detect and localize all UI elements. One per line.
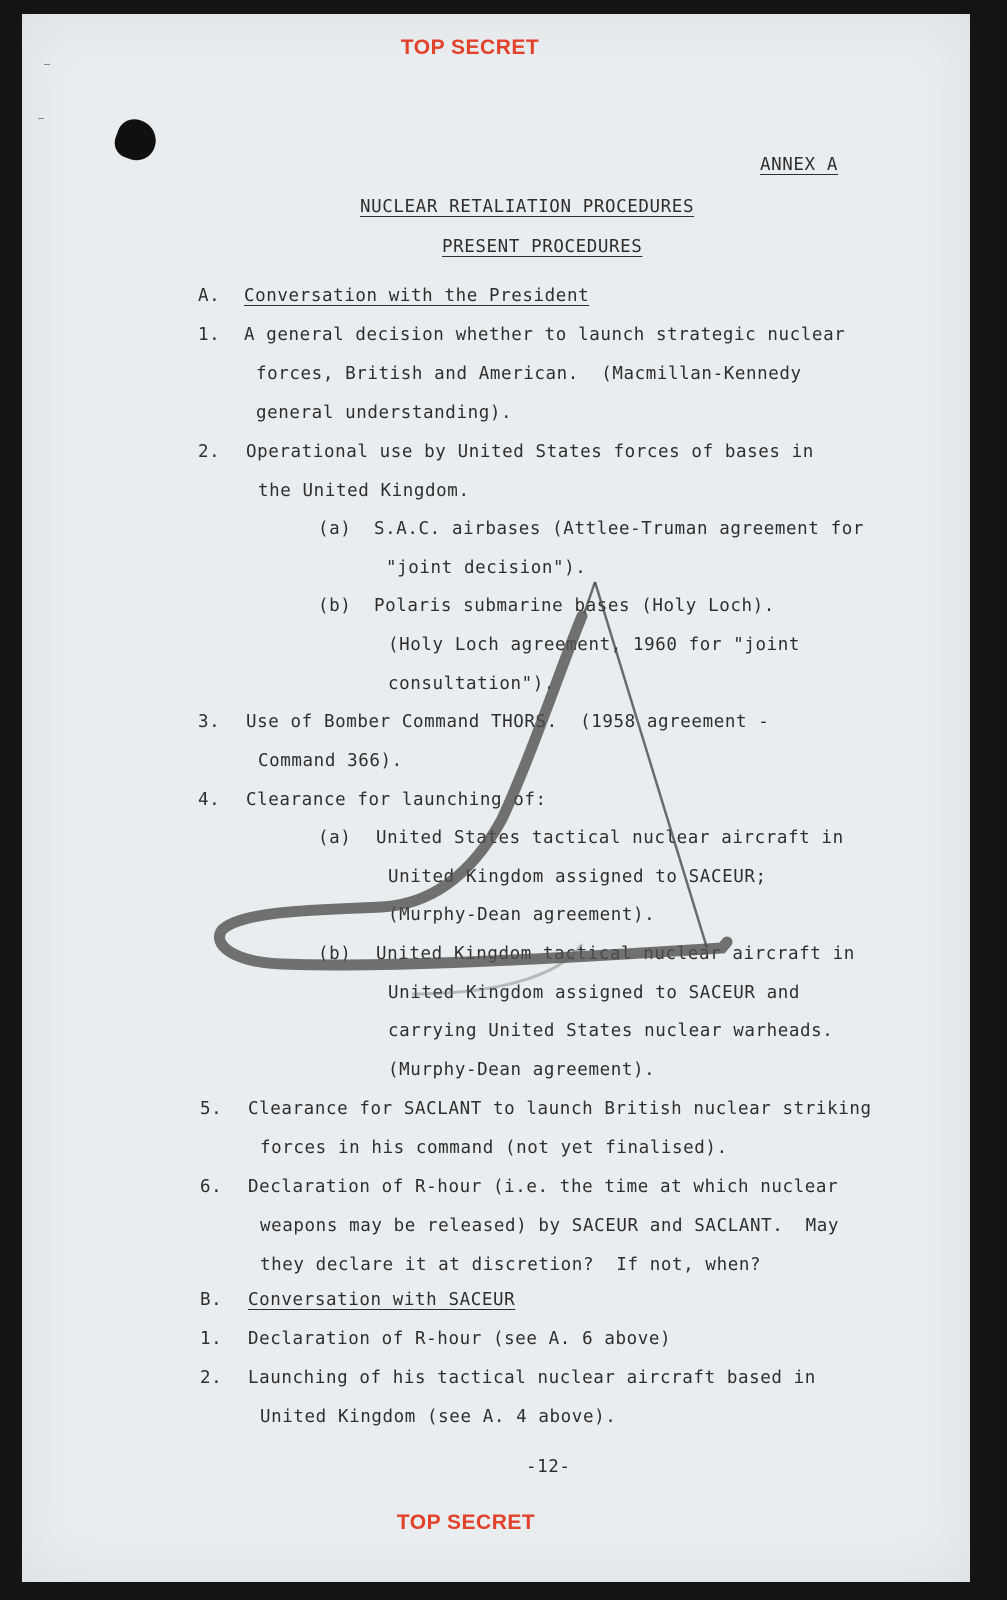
margin-mark <box>38 118 44 119</box>
item-number: 2. <box>198 442 221 462</box>
auction-logo-watermark <box>202 574 762 1044</box>
sub-item-text-line: S.A.C. airbases (Attlee-Truman agreement for <box>374 519 864 539</box>
page-number: -12- <box>526 1457 571 1477</box>
section-a-letter: A. <box>198 286 221 306</box>
item-text-line: Operational use by United States forces of bases in <box>246 442 814 462</box>
item-text-line: forces, British and American. (Macmillan-Kennedy <box>256 364 802 384</box>
item-text-line: Launching of his tactical nuclear aircraft based in <box>248 1368 816 1388</box>
sub-item-text-line: carrying United States nuclear warheads. <box>388 1021 834 1041</box>
margin-mark <box>44 64 50 65</box>
item-text-line: Use of Bomber Command THORS. (1958 agreement - <box>246 712 770 732</box>
document-subtitle: PRESENT PROCEDURES <box>442 237 643 257</box>
item-number: 5. <box>200 1099 223 1119</box>
item-text-line: Declaration of R-hour (see A. 6 above) <box>248 1329 672 1349</box>
classification-bottom: TOP SECRET <box>396 1511 536 1534</box>
item-text-line: Clearance for SACLANT to launch British nuclear striking <box>248 1099 872 1119</box>
item-text-line: Command 366). <box>258 751 403 771</box>
item-text-line: weapons may be released) by SACEUR and SACLANT. May <box>260 1216 840 1236</box>
section-a-heading: Conversation with the President <box>244 286 590 306</box>
punch-hole <box>110 114 161 165</box>
sub-item-label: (b) <box>318 944 352 964</box>
section-b-letter: B. <box>200 1290 223 1310</box>
item-text-line: A general decision whether to launch strategic nuclear <box>244 325 846 345</box>
sub-item-text-line: United Kingdom tactical nuclear aircraft in <box>376 944 855 964</box>
sub-item-text-line: (Holy Loch agreement, 1960 for "joint <box>388 635 801 655</box>
item-number: 1. <box>200 1329 223 1349</box>
sub-item-text-line: (Murphy-Dean agreement). <box>388 1060 656 1080</box>
item-number: 2. <box>200 1368 223 1388</box>
sub-item-text-line: (Murphy-Dean agreement). <box>388 905 656 925</box>
item-text-line: they declare it at discretion? If not, when? <box>260 1255 762 1275</box>
item-number: 3. <box>198 712 221 732</box>
sub-item-text-line: United Kingdom assigned to SACEUR; <box>388 867 767 887</box>
sub-item-text-line: Polaris submarine bases (Holy Loch). <box>374 596 775 616</box>
item-text-line: Declaration of R-hour (i.e. the time at which nuclear <box>248 1177 839 1197</box>
document-page <box>22 14 970 1582</box>
item-text-line: United Kingdom (see A. 4 above). <box>260 1407 617 1427</box>
item-number: 4. <box>198 790 221 810</box>
annex-label: ANNEX A <box>760 155 838 175</box>
classification-top: TOP SECRET <box>400 36 540 59</box>
item-text-line: the United Kingdom. <box>258 481 470 501</box>
logo-mark <box>220 582 728 994</box>
sub-item-label: (b) <box>318 596 352 616</box>
section-b-heading: Conversation with SACEUR <box>248 1290 516 1310</box>
sub-item-text-line: "joint decision"). <box>386 558 587 578</box>
sub-item-text-line: consultation"). <box>388 674 556 694</box>
item-text-line: Clearance for launching of: <box>246 790 547 810</box>
item-text-line: forces in his command (not yet finalised). <box>260 1138 728 1158</box>
item-number: 1. <box>198 325 221 345</box>
sub-item-text-line: United States tactical nuclear aircraft in <box>376 828 844 848</box>
item-number: 6. <box>200 1177 223 1197</box>
sub-item-text-line: United Kingdom assigned to SACEUR and <box>388 983 801 1003</box>
document-title: NUCLEAR RETALIATION PROCEDURES <box>360 197 695 217</box>
sub-item-label: (a) <box>318 519 352 539</box>
sub-item-label: (a) <box>318 828 352 848</box>
item-text-line: general understanding). <box>256 403 513 423</box>
